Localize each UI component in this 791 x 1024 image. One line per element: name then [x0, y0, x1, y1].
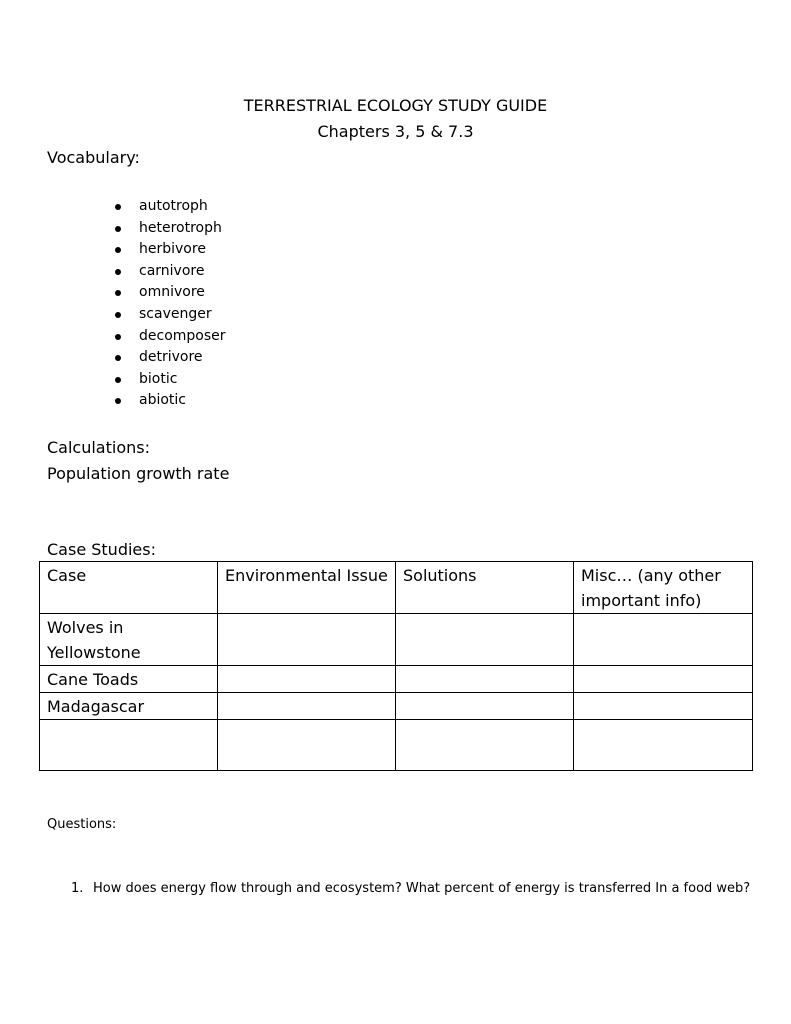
list-item: [113, 304, 226, 326]
list-item: [113, 239, 226, 261]
vocab-term: detrivore: [139, 349, 203, 366]
list-item: [113, 218, 226, 240]
document-subtitle: Chapters 3, 5 & 7.3: [317, 122, 474, 141]
vocabulary-list: [113, 196, 226, 412]
document-title: TERRESTRIAL ECOLOGY STUDY GUIDE: [243, 96, 548, 115]
table-cell: [574, 666, 753, 693]
vocab-term: carnivore: [139, 262, 205, 279]
question-text: How does energy flow through and ecosystem? What percent of energy is transferred In a food web?: [93, 881, 751, 896]
bullet-icon: [115, 312, 121, 318]
vocab-term: omnivore: [139, 284, 205, 301]
bullet-icon: [115, 290, 121, 296]
table-header-row: [40, 562, 753, 614]
table-cell: [396, 614, 574, 666]
table-cell: [574, 720, 753, 771]
list-item: [113, 282, 226, 304]
column-header-misc: Misc… (any other important info): [574, 562, 753, 614]
list-item: [113, 261, 226, 283]
bullet-icon: [115, 247, 121, 253]
table-cell: [218, 666, 396, 693]
vocab-term: heterotroph: [139, 219, 222, 236]
bullet-icon: [115, 204, 121, 210]
list-item: [113, 347, 226, 369]
table-row: [40, 614, 753, 666]
table-row: [40, 666, 753, 693]
vocab-term: biotic: [139, 370, 178, 387]
table-cell: [396, 720, 574, 771]
table-cell: [396, 666, 574, 693]
table-cell: [574, 614, 753, 666]
list-item: [113, 369, 226, 391]
bullet-icon: [115, 355, 121, 361]
table-cell: [218, 614, 396, 666]
table-cell: [218, 720, 396, 771]
table-row: [40, 693, 753, 720]
vocab-term: scavenger: [139, 305, 212, 322]
case-cell: [40, 720, 218, 771]
vocab-term: herbivore: [139, 241, 206, 258]
list-item: [113, 326, 226, 348]
column-header-environmental-issue: Environmental Issue: [218, 562, 396, 614]
case-cell: Wolves in Yellowstone: [40, 614, 218, 666]
table-cell: [574, 693, 753, 720]
table-cell: [396, 693, 574, 720]
list-item: [113, 196, 226, 218]
case-cell: Cane Toads: [40, 666, 218, 693]
bullet-icon: [115, 334, 121, 340]
column-header-case: Case: [40, 562, 218, 614]
table-cell: [218, 693, 396, 720]
case-cell: Madagascar: [40, 693, 218, 720]
vocab-term: abiotic: [139, 392, 186, 409]
calculation-item: Population growth rate: [47, 464, 230, 483]
bullet-icon: [115, 377, 121, 383]
bullet-icon: [115, 398, 121, 404]
list-item: [113, 390, 226, 412]
calculations-heading: Calculations:: [47, 438, 150, 457]
question-item: [71, 878, 751, 900]
question-number: 1.: [71, 881, 84, 896]
bullet-icon: [115, 269, 121, 275]
case-studies-heading: Case Studies:: [47, 540, 156, 559]
bullet-icon: [115, 226, 121, 232]
table-row: [40, 720, 753, 771]
vocab-term: decomposer: [139, 327, 226, 344]
case-studies-table: [39, 561, 753, 771]
questions-heading: Questions:: [47, 817, 117, 832]
column-header-solutions: Solutions: [396, 562, 574, 614]
vocabulary-heading: Vocabulary:: [47, 148, 140, 167]
vocab-term: autotroph: [139, 198, 208, 214]
